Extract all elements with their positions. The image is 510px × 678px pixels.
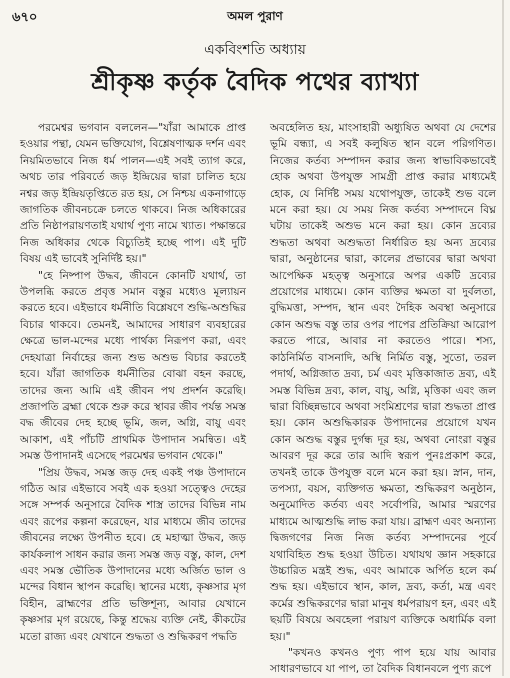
page-number: ৬৭০ [12, 10, 38, 25]
left-text-column [20, 120, 246, 665]
paragraph: অবহেলিত হয়, মাংসাহারী অধ্যুষিত অথবা যে দেশের ভূমি বন্ধ্যা, এ সবই কলুষিত স্থান বলে পরিগণিত। নিজের কর্তব্য সম্পাদন করার জন্য স্বাভাবিকভাবেই হোক অথবা উপযুক্ত সামগ্রী প্রাপ্ত করার মাধ্যমেই হোক, যে নির্দিষ্ট সময় যথোপযুক্ত, তাকেই শুভ বলে মনে করা হয়। যে সময় নিজ কর্তব্য সম্পাদনে বিঘ্ন ঘটায় তাকেই অশুভ মনে করা হয়। কোন দ্রব্যের শুদ্ধতা অথবা অশুদ্ধতা নির্ধারিত হয় অন্য দ্রব্যের দ্বারা, অনুষ্ঠানের দ্বারা, কালের প্রভাবের দ্বারা অথবা আপেক্ষিক মহত্ত্ব অনুসারে অপর একটি দ্রব্যের প্রয়োগের মাধ্যমে। কোন ব্যক্তির ক্ষমতা বা দুর্বলতা, বুদ্ধিমত্তা, সম্পদ, স্থান এবং দৈহিক অবস্থা অনুসারে কোন অশুদ্ধ বস্তু তার ওপর পাপের প্রতিক্রিয়া আরোপ করতে পারে, আবার না করতেও পারে। শস্য, কাঠনির্মিত বাসনাদি, অস্থি নির্মিত বস্তু, সুতো, তরল পদার্থ, অগ্নিজাত দ্রব্য, চর্ম এবং মৃত্তিকাজাত দ্রব্য, এই সমস্ত বিভিন্ন দ্রব্য, কাল, বায়ু, অগ্নি, মৃত্তিকা এবং জল দ্বারা বিচ্ছিন্নভাবে অথবা সংমিশ্রণের দ্বারা শুদ্ধতা প্রাপ্ত হয়। কোন অশুদ্ধিকারক উপাদানের প্রয়োগে যখন কোন অশুদ্ধ বস্তুর দুর্গন্ধ দূর হয়, অথবা নোংরা বস্তুর আবরণ দূর করে তার আদি স্বরূপ পুনঃপ্রকাশ করে, তখনই তাকে উপযুক্ত বলে মনে করা হয়। স্নান, দান, তপস্যা, বয়স, ব্যক্তিগত ক্ষমতা, শুদ্ধিকরণ অনুষ্ঠান, অনুমোদিত কর্তব্য এবং সর্বোপরি, আমার স্মরণের মাধ্যমে আত্মশুদ্ধি লাভ করা যায়। ব্রাহ্মণ এবং অন্যান্য দ্বিজগণের নিজ নিজ কর্তব্য সম্পাদনের পূর্বে যথাবিহিত শুদ্ধ হওয়া উচিত। যথাযথ জ্ঞান সহকারে উচ্চারিত মন্ত্রই শুদ্ধ, এবং আমাকে অর্পিত হলে কর্ম শুদ্ধ হয়। এইভাবে স্থান, কাল, দ্রব্য, কর্তা, মন্ত্র এবং কর্মের শুদ্ধিকরণের দ্বারা মানুষ ধর্মপরায়ণ হন, এবং এই ছয়টি বিষয়ে অবহেলা পরায়ণ ব্যক্তিকে অধার্মিক বলা হয়।" [270, 122, 496, 643]
paragraph: পরমেশ্বর ভগবান বললেন—"যাঁরা আমাকে প্রাপ্ত হওয়ার পন্থা, যেমন ভক্তিযোগ, বিশ্লেষণাত্মক দর্শন এবং নিয়মিতভাবে নিজ ধর্ম পালন—এই সবই ত্যাগ করে, অথচ তার পরিবর্তে জড় ইন্দ্রিয়ের দ্বারা চালিত হয়ে নশ্বর জড় ইন্দ্রিয়তৃপ্তিতে রত হয়, সে নিশ্চয় একনাগাড়ে জাগতিক জীবনচক্রে চলতে থাকবে। নিজ অধিকারের প্রতি নিষ্ঠাপরায়ণতাই যথার্থ পুণ্য নামে খ্যাত। পক্ষান্তরে নিজ অধিকার থেকে বিচ্যুতিই হচ্ছে পাপ। এই দুটি বিষয় এই ভাবেই সুনির্দিষ্ট হয়।" [20, 122, 246, 266]
paragraph: "কখনও কখনও পুণ্য পাপ হয়ে যায় আবার সাধারণভাবে যা পাপ, তা বৈদিক বিধানবলে পুণ্য রূপে [270, 647, 496, 676]
chapter-title: শ্রীকৃষ্ণ কর্তৃক বৈদিক পথের ব্যাখ্যা [91, 68, 419, 96]
page-edge-divider [502, 0, 504, 676]
chapter-subtitle: একবিংশতি অধ্যায় [204, 42, 306, 58]
running-head: অমল পুরাণ [227, 9, 283, 23]
paragraph: "হে নিষ্পাপ উদ্ধব, জীবনে কোনটি যথার্থ, তা উপলব্ধি করতে প্রবৃত্ত সমান বস্তুর মধ্যেও মূল্যায়ন করতে হবে। এইভাবে ধর্মনীতি বিশ্লেষণে শুদ্ধি-অশুদ্ধির বিচার থাকবে। তেমনই, আমাদের সাধারণ ব্যবহারের ক্ষেত্রে ভাল-মন্দের মধ্যে পার্থক্য নিরূপণ করা, এবং দেহযাত্রা নির্বাহের জন্য শুভ অশুভ বিচার করতেই হবে। যাঁরা জাগতিক ধর্মনীতির বোঝা বহন করছে, তাদের জন্য আমি এই জীবন পথ প্রদর্শন করেছি। প্রজাপতি ব্রহ্মা থেকে শুরু করে স্থাবর জীব পর্যন্ত সমস্ত বদ্ধ জীবের দেহ হচ্ছে ভূমি, জল, অগ্নি, বায়ু এবং আকাশ, এই পাঁচটি প্রাথমিক উপাদান সমন্বিত। এই সমস্ত উপাদানই এসেছে পরমেশ্বর ভগবান থেকে।" [20, 269, 246, 463]
paragraph: "প্রিয় উদ্ধব, সমস্ত জড় দেহ একই পঞ্চ উপাদানে গঠিত আর এইভাবে সবই এক হওয়া সত্ত্বেও দেহের সঙ্গে সম্পর্ক অনুসারে বৈদিক শাস্ত্র তাদের বিভিন্ন নাম এবং রূপের কল্পনা করেছেন, যার মাধ্যমে জীব তাদের জীবনের লক্ষ্যে উপনীত হবে। হে মহাত্মা উদ্ধব, জড় কার্যকলাপ সাধন করার জন্য সমস্ত জড় বস্তু, কাল, দেশ এবং সমস্ত ভৌতিক উপাদানের মধ্যে অর্জিত ভাল ও মন্দের বিধান স্থাপন করেছি। স্থানের মধ্যে, কৃষ্ণসার মৃগ বিহীন, ব্রাহ্মণের প্রতি ভক্তিশূন্য, আবার যেখানে কৃষ্ণসার মৃগ রয়েছে, কিন্তু শ্রদ্ধেয় ব্যক্তি নেই, কীকটের মতো রাজ্য এবং যেখানে শুদ্ধতা ও শুদ্ধিকরণ পদ্ধতি [20, 466, 246, 643]
right-text-column [270, 120, 496, 676]
